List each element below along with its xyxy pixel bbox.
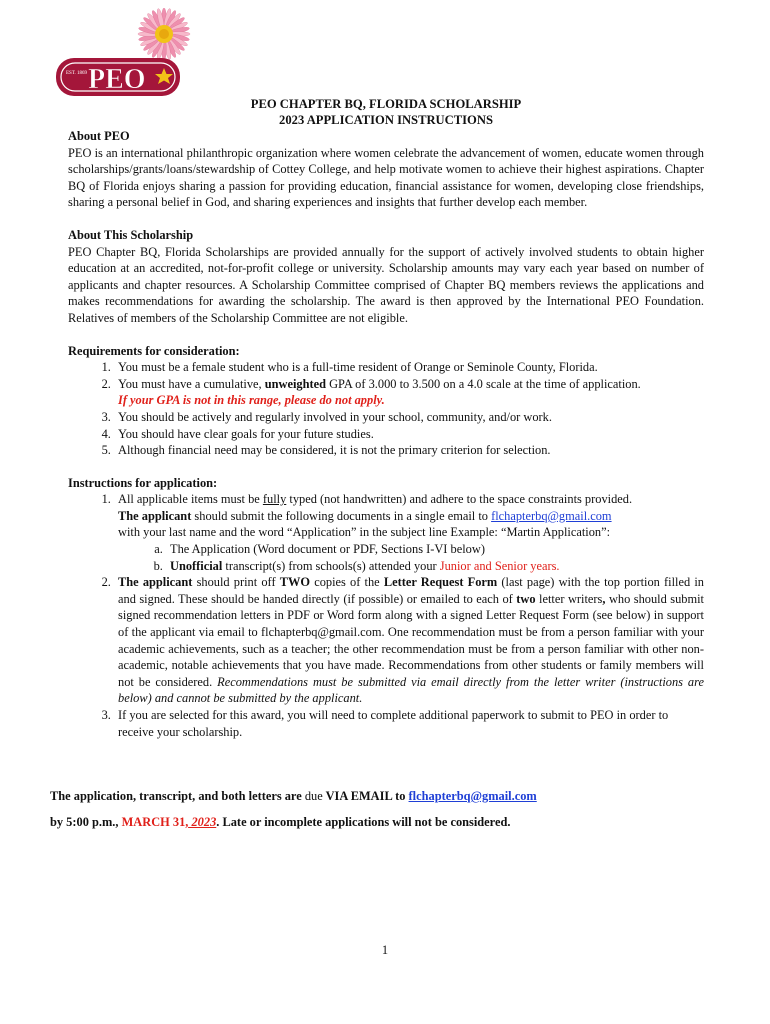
document-item: b. Unofficial transcript(s) from schools(s) attended your Junior and Senior years. [166,558,704,575]
gpa-warning: If your GPA is not in this range, please do not apply. [118,393,385,408]
document-item: a. The Application (Word document or PDF, Sections I-VI below) [166,541,704,558]
deadline-line-2: by 5:00 p.m., MARCH 31, 2023. Late or incomplete applications will not be considered. [50,815,511,829]
deadline-date: MARCH 31 [121,815,186,829]
about-peo-body: PEO is an international philanthropic organization where women celebrate the advancement of women, educate women through scholarships/grants/loans/stewardship of Cottey College, and help motivate women to achieve their highest aspirations. Chapter BQ of Florida enjoys sharing a passion for providing education, financial assistance for women, developing close friendships, sharing a personal belief in God, and sharing experiences and insights that further develop each member. [68,145,704,210]
footer-email-link[interactable]: flchapterbq@gmail.com [408,789,537,803]
title-line-1: PEO CHAPTER BQ, FLORIDA SCHOLARSHIP [250,97,522,111]
peo-logo [52,8,222,100]
instruction-item: 2. The applicant should print off TWO copies of the Letter Request Form (last page) with the top portion filled in and signed. These should be handed directly (if possible) or emailed to each of two letter writers, who should submit signed recommendation letters in PDF or Word form along with a signed Letter Request Form (see below) in support of the applicant via email to flchapterbq@gmail.com. One recommendation must be from a person familiar with your academic achievements, such as a teacher; the other recommendation must be from a person familiar with other non-academic, notable achievements that you have made. Recommendations from other students or family members will not be considered. Recommendations must be submitted via email directly from the letter writer (instructions are below) and cannot be submitted by the applicant. [114,574,704,707]
instructions-section [68,475,704,741]
about-scholarship-body: PEO Chapter BQ, Florida Scholarships are provided annually for the support of actively involved students to obtain higher education at an accredited, not-for-profit college or university. Scholarship amounts may vary each year based on number of applicants and chapter resources. A Scholarship Committee comprised of Chapter BQ members reviews the applications and makes recommendations for awarding the scholarship. The award is then approved by the International PEO Foundation. Relatives of members of the Scholarship Committee are not eligible. [68,244,704,325]
deadline-year: 2023 [188,815,217,829]
about-peo-heading: About PEO [68,129,130,143]
page-number: 1 [381,943,389,957]
requirement-item: 3. You should be actively and regularly involved in your school, community, and/or work. [114,409,704,426]
about-scholarship-section [68,227,704,327]
instruction-item: 3. If you are selected for this award, you will need to complete additional paperwork to submit to PEO in order to receive your scholarship. [114,707,704,740]
deadline-line-1: The application, transcript, and both letters are due VIA EMAIL to flchapterbq@gmail.com [50,789,537,803]
email-link[interactable]: flchapterbq@gmail.com [491,508,612,523]
documents-sublist [118,541,704,574]
requirement-item: 1. You must be a female student who is a full-time resident of Orange or Seminole County, Florida. [114,359,704,376]
logo-text: PEO [88,64,146,95]
logo-est-text: EST. 1869 [66,71,88,76]
document-title [68,96,704,128]
requirement-item: 4. You should have clear goals for your future studies. [114,426,704,443]
daisy-flower-icon [138,8,190,60]
title-line-2: 2023 APPLICATION INSTRUCTIONS [279,113,493,127]
about-scholarship-heading: About This Scholarship [68,227,194,242]
instructions-heading: Instructions for application: [68,475,218,490]
instructions-list [68,491,704,740]
requirements-section [68,343,704,459]
instruction-item: 1. All applicable items must be fully typed (not handwritten) and adhere to the space constraints provided. The applicant should submit the following documents in a single email to flchapterbq@gmail.com with your last name and the word “Application” in the subject line Example: “Martin Application”: a. The Application (Word document or PDF, Sections I-VI below) b. Unofficial transcript(s) from schools(s) attended your Junior and Senior years. [114,491,704,574]
requirement-item: 5. Although financial need may be considered, it is not the primary criterion for selection. [114,442,704,459]
requirements-heading: Requirements for consideration: [68,343,240,358]
requirements-list [68,359,704,459]
document-body [68,96,704,740]
about-peo-section [68,128,704,211]
requirement-item: 2. You must have a cumulative, unweighted GPA of 3.000 to 3.500 on a 4.0 scale at the time of application. If your GPA is not in this range, please do not apply. [114,376,704,409]
